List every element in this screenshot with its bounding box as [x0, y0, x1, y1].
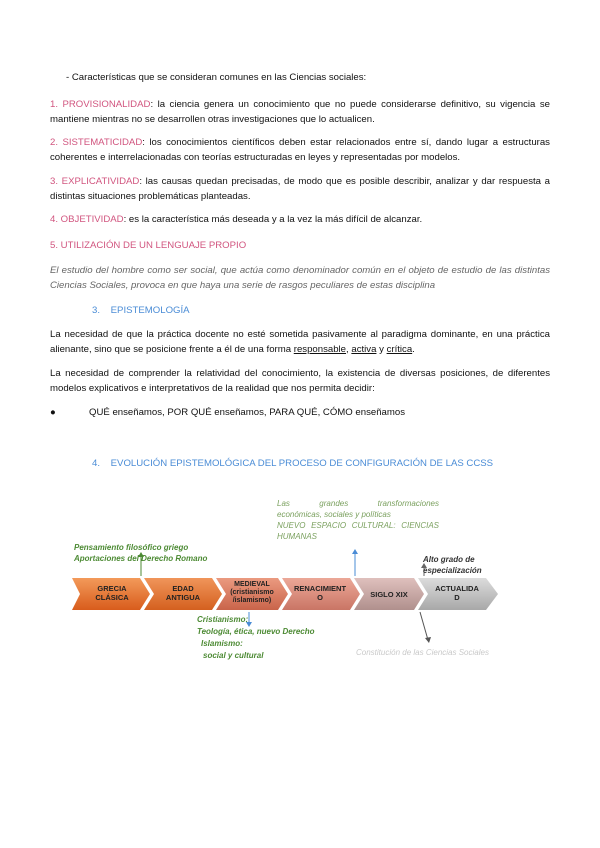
stage-label: MEDIEVAL (cristianismo /islamismo) — [230, 581, 274, 604]
stage-label: SIGLO XIX — [370, 590, 408, 599]
section-3-title: 3. EPISTEMOLOGÍA — [92, 305, 190, 316]
paragraph-relatividad: La necesidad de comprender la relatividad del conocimiento, la existencia de diversas posiciones, de diferentes modelos explicativos e interpretativos de la realidad que nos permita decidir: — [50, 368, 550, 394]
bullet-text: QUÉ enseñamos, POR QUÉ enseñamos, PARA QUÉ, CÓMO enseñamos — [89, 407, 406, 418]
item-label: 4. OBJETIVIDAD — [50, 214, 124, 225]
para-sep: , — [346, 344, 352, 355]
annotation-cristianismo: Cristianismo: Teología, ética, nuevo Derecho Islamismo: social y cultural — [197, 615, 315, 660]
section-4-title: 4. EVOLUCIÓN EPISTEMOLÓGICA DEL PROCESO DE CONFIGURACIÓN DE LAS CCSS — [92, 458, 494, 469]
para-text: La necesidad de que la práctica docente no esté sometida pasivamente al paradigma dominante, en una práctica alienante, sino que se posicione frente a él de una forma — [50, 329, 550, 355]
italic-paragraph: El estudio del hombre como ser social, que actúa como denominador común en el objeto de estudio de las distintas Ciencias Sociales, provoca en que haya una serie de rasgos peculiares de estas disciplina — [50, 265, 550, 291]
word-activa: activa — [351, 344, 377, 355]
stage-label: GRECIA CLÁSICA — [95, 584, 129, 602]
item-label: 2. SISTEMATICIDAD — [50, 137, 143, 148]
arrow-head-icon — [425, 637, 431, 643]
stage-label: RENACIMIENT O — [293, 584, 347, 602]
intro-line: - Características que se consideran comunes en las Ciencias sociales: — [66, 72, 367, 83]
item-text: : las causas quedan precisadas, de modo que es posible describir, analizar y dar respuesta a distintas situaciones problemáticas planteadas. — [50, 176, 550, 202]
annotation-alto-grado: Alto grado de especialización — [423, 555, 482, 575]
para-end: . — [412, 344, 415, 355]
stage-label: ACTUALIDA D — [435, 584, 479, 602]
para-sep: y — [376, 344, 387, 355]
item-lenguaje-propio: 5. UTILIZACIÓN DE UN LENGUAJE PROPIO — [50, 240, 247, 251]
item-label: 3. EXPLICATIVIDAD — [50, 176, 140, 187]
stage-label: EDAD ANTIGUA — [165, 584, 201, 602]
word-responsable: responsable — [293, 344, 347, 355]
annotation-constitucion: Constitución de las Ciencias Sociales — [356, 648, 489, 657]
word-critica: crítica — [386, 344, 413, 355]
annotation-transformaciones: Las grandes transformaciones económicas, sociales y políticas NUEVO ESPACIO CULTURAL: CIENCIAS HUMANAS — [277, 499, 439, 541]
arrow-down-siglo — [420, 612, 428, 640]
item-label: 1. PROVISIONALIDAD — [50, 99, 151, 110]
item-text: : la ciencia genera un conocimiento que no puede considerarse definitivo, su vigencia se mantiene mientras no se desarrollen otras investigaciones que lo actualicen. — [50, 99, 550, 125]
annotation-greek: Pensamiento filosófico griego Aportaciones del Derecho Romano — [74, 543, 208, 563]
bullet-dot-icon: ● — [50, 407, 56, 418]
arrow-head-icon — [352, 549, 358, 554]
item-text: : es la característica más deseada y a la vez la más difícil de alcanzar. — [123, 214, 423, 225]
item-text: : los conocimientos científicos deben estar relacionados entre sí, dando lugar a estructuras coherentes e interrelacionadas con teorías estructuradas en leyes y representadas por modelos. — [50, 137, 550, 163]
